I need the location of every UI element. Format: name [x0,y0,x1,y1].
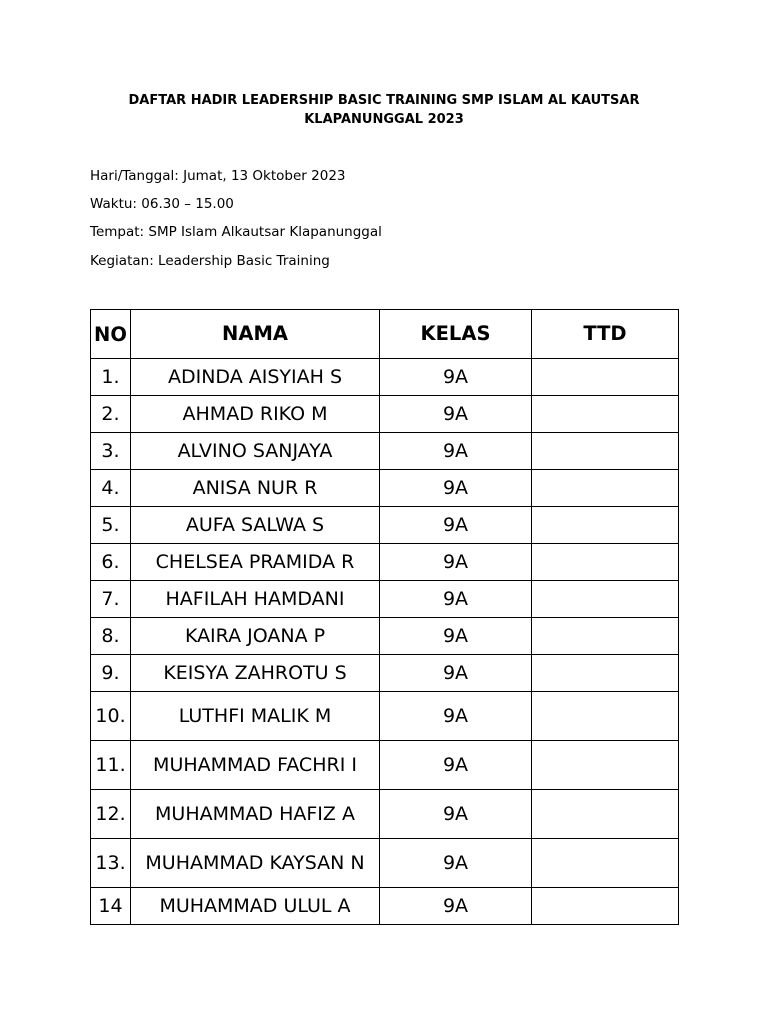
row-kelas: 9A [380,655,532,692]
row-nama: MUHAMMAD FACHRI I [131,741,380,790]
row-ttd-signature-cell[interactable] [532,839,679,888]
info-activity: Kegiatan: Leadership Basic Training [90,253,330,269]
table-row [91,581,679,618]
row-nama: AUFA SALWA S [131,507,380,544]
header-ttd: TTD [532,310,679,359]
table-row [91,888,679,925]
row-kelas: 9A [380,888,532,925]
row-ttd-signature-cell[interactable] [532,790,679,839]
row-ttd-signature-cell[interactable] [532,655,679,692]
table-row [91,359,679,396]
row-nama: MUHAMMAD KAYSAN N [131,839,380,888]
row-kelas: 9A [380,618,532,655]
row-nama: HAFILAH HAMDANI [131,581,380,618]
row-no: 9. [91,655,131,692]
row-no: 7. [91,581,131,618]
table-row [91,507,679,544]
row-no: 13. [91,839,131,888]
row-kelas: 9A [380,839,532,888]
info-place: Tempat: SMP Islam Alkautsar Klapanunggal [90,224,382,240]
table-row [91,790,679,839]
table-row [91,618,679,655]
row-nama: ANISA NUR R [131,470,380,507]
row-ttd-signature-cell[interactable] [532,741,679,790]
row-no: 6. [91,544,131,581]
table-row [91,433,679,470]
row-kelas: 9A [380,359,532,396]
row-nama: ALVINO SANJAYA [131,433,380,470]
row-kelas: 9A [380,581,532,618]
row-kelas: 9A [380,741,532,790]
row-ttd-signature-cell[interactable] [532,888,679,925]
attendance-table [90,309,679,925]
row-ttd-signature-cell[interactable] [532,470,679,507]
row-no: 14 [91,888,131,925]
row-ttd-signature-cell[interactable] [532,544,679,581]
row-nama: KEISYA ZAHROTU S [131,655,380,692]
row-no: 5. [91,507,131,544]
row-nama: AHMAD RIKO M [131,396,380,433]
row-nama: ADINDA AISYIAH S [131,359,380,396]
table-row [91,839,679,888]
row-no: 11. [91,741,131,790]
document-title: DAFTAR HADIR LEADERSHIP BASIC TRAINING SMP ISLAM AL KAUTSAR KLAPANUNGGAL 2023 [128,93,640,127]
row-ttd-signature-cell[interactable] [532,396,679,433]
row-kelas: 9A [380,433,532,470]
row-no: 10. [91,692,131,741]
row-ttd-signature-cell[interactable] [532,618,679,655]
row-no: 8. [91,618,131,655]
row-kelas: 9A [380,470,532,507]
row-nama: MUHAMMAD HAFIZ A [131,790,380,839]
table-row [91,470,679,507]
row-ttd-signature-cell[interactable] [532,692,679,741]
row-nama: CHELSEA PRAMIDA R [131,544,380,581]
table-row [91,396,679,433]
header-no: NO [91,310,131,359]
table-row [91,544,679,581]
row-no: 3. [91,433,131,470]
table-row [91,741,679,790]
info-date: Hari/Tanggal: Jumat, 13 Oktober 2023 [90,168,346,184]
row-nama: MUHAMMAD ULUL A [131,888,380,925]
table-header-row [91,310,679,359]
row-no: 12. [91,790,131,839]
row-kelas: 9A [380,396,532,433]
row-ttd-signature-cell[interactable] [532,581,679,618]
table-row [91,655,679,692]
row-kelas: 9A [380,692,532,741]
row-kelas: 9A [380,544,532,581]
row-ttd-signature-cell[interactable] [532,507,679,544]
row-kelas: 9A [380,790,532,839]
header-nama: NAMA [131,310,380,359]
row-no: 2. [91,396,131,433]
row-nama: LUTHFI MALIK M [131,692,380,741]
row-kelas: 9A [380,507,532,544]
row-no: 4. [91,470,131,507]
table-row [91,692,679,741]
row-ttd-signature-cell[interactable] [532,359,679,396]
header-kelas: KELAS [380,310,532,359]
row-no: 1. [91,359,131,396]
row-nama: KAIRA JOANA P [131,618,380,655]
info-time: Waktu: 06.30 – 15.00 [90,196,234,212]
row-ttd-signature-cell[interactable] [532,433,679,470]
